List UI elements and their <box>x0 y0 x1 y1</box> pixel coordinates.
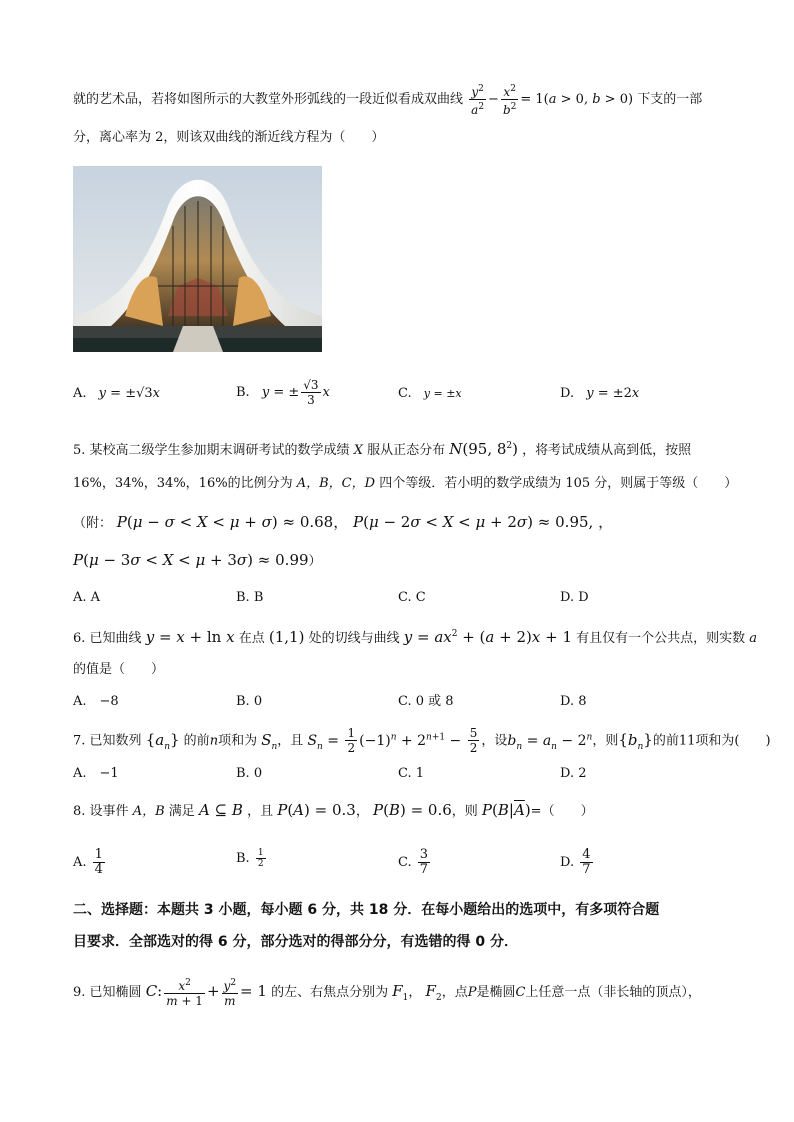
q7-option-d[interactable]: D. 2 <box>560 766 587 781</box>
q5-option-c[interactable]: C. C <box>398 590 426 605</box>
q8-line1: 8. 设事件 A，B 满足 A ⊆ B ，且 P(A) = 0.3， P(B) = 0.6，则 $P(B|\overline{A})=$（ ） <box>73 801 594 819</box>
q5-line2: 16%，34%，34%，16%的比例分为 A，B，C，D 四个等级．若小明的数学成绩为 105 分，则属于等级（ ） <box>73 476 738 491</box>
q9-line1: 9. 已知椭圆 C: $\frac{x^2}{m + 1}$ + $\frac{y^2}{m}$ = 1 的左、右焦点分别为 $F_1$， $F_2$，点P是椭圆C上任意一点（非长轴的顶点）， <box>73 978 701 1008</box>
q5-option-b[interactable]: B. B <box>236 590 264 605</box>
q4-line2: 分，离心率为 2，则该双曲线的渐近线方程为（ ） <box>73 130 385 145</box>
q4-option-d[interactable]: D. y = ±2x <box>560 386 640 401</box>
q6-line2: 的值是（ ） <box>73 662 165 677</box>
section2-header-line2: 目要求．全部选对的得 6 分，部分选对的得部分分，有选错的得 0 分． <box>73 934 518 950</box>
q7-option-a[interactable]: A. −1 <box>73 766 119 781</box>
hyperbola-equation: $\frac{y^2}{a^2}$ − $\frac{x^2}{b^2}$ = 1(a > 0, b > 0) <box>471 84 634 117</box>
q5-option-a[interactable]: A. A <box>73 590 101 605</box>
q7-line1: 7. 已知数列 $\{a_n\}$ 的前n项和为 $S_n$，且 $S_n$ = $\frac{1}{2}$ $(-1)^n + 2^{n+1}$ − $\frac{5}{2}$ ，设$b_n = a_n - 2^n$，则$\{b_n\}$的前11项和为( ) <box>73 726 771 755</box>
q5-line1: 5. 某校高二级学生参加期末调研考试的数学成绩 X 服从正态分布 N(95, $8^2$) ，将考试成绩从高到低，按照 <box>73 440 692 458</box>
q6-option-a[interactable]: A. −8 <box>73 694 119 709</box>
q5-line4: P(μ − 3σ < X < μ + 3σ) ≈ 0.99） <box>73 551 322 569</box>
q8-option-d[interactable]: D. $\frac{4}{7}$ <box>560 847 591 877</box>
q8-option-a[interactable]: A. $\frac{1}{4}$ <box>73 847 103 877</box>
q4-line1: 就的艺术品，若将如图所示的大教堂外形弧线的一段近似看成双曲线 $\frac{y^2}{a^2}$ − $\frac{x^2}{b^2}$ = 1(a > 0, b > 0) 下支的一部 <box>73 84 703 117</box>
q4-option-a[interactable]: A. y = ±√3x <box>73 386 160 401</box>
q5-option-d[interactable]: D. D <box>560 590 589 605</box>
q7-option-b[interactable]: B. 0 <box>236 766 263 781</box>
q8-option-b[interactable]: B. $\frac{1}{2}$ <box>236 848 264 869</box>
q7-option-c[interactable]: C. 1 <box>398 766 425 781</box>
q6-option-c[interactable]: C. 0 或 8 <box>398 694 454 709</box>
q6-option-b[interactable]: B. 0 <box>236 694 263 709</box>
q5-line3: （附： P(μ − σ < X < μ + σ) ≈ 0.68， P(μ − 2σ < X < μ + 2σ) ≈ 0.95, ， <box>73 513 614 531</box>
q8-option-c[interactable]: C. $\frac{3}{7}$ <box>398 847 429 877</box>
q6-option-d[interactable]: D. 8 <box>560 694 587 709</box>
q4-option-c[interactable]: C. y = ±x <box>398 386 462 401</box>
cathedral-photo <box>73 166 322 352</box>
section2-header-line1: 二、选择题：本题共 3 小题，每小题 6 分，共 18 分．在每小题给出的选项中，有多项符合题 <box>73 902 660 918</box>
q4-option-b[interactable]: B. y = ± $\frac{√3}{3}$ x <box>236 378 330 407</box>
q6-line1: 6. 已知曲线 y = x + ln x 在点 (1,1) 处的切线与曲线 $y = ax^2 + (a + 2)x + 1$ 有且仅有一个公共点，则实数 a <box>73 628 758 646</box>
